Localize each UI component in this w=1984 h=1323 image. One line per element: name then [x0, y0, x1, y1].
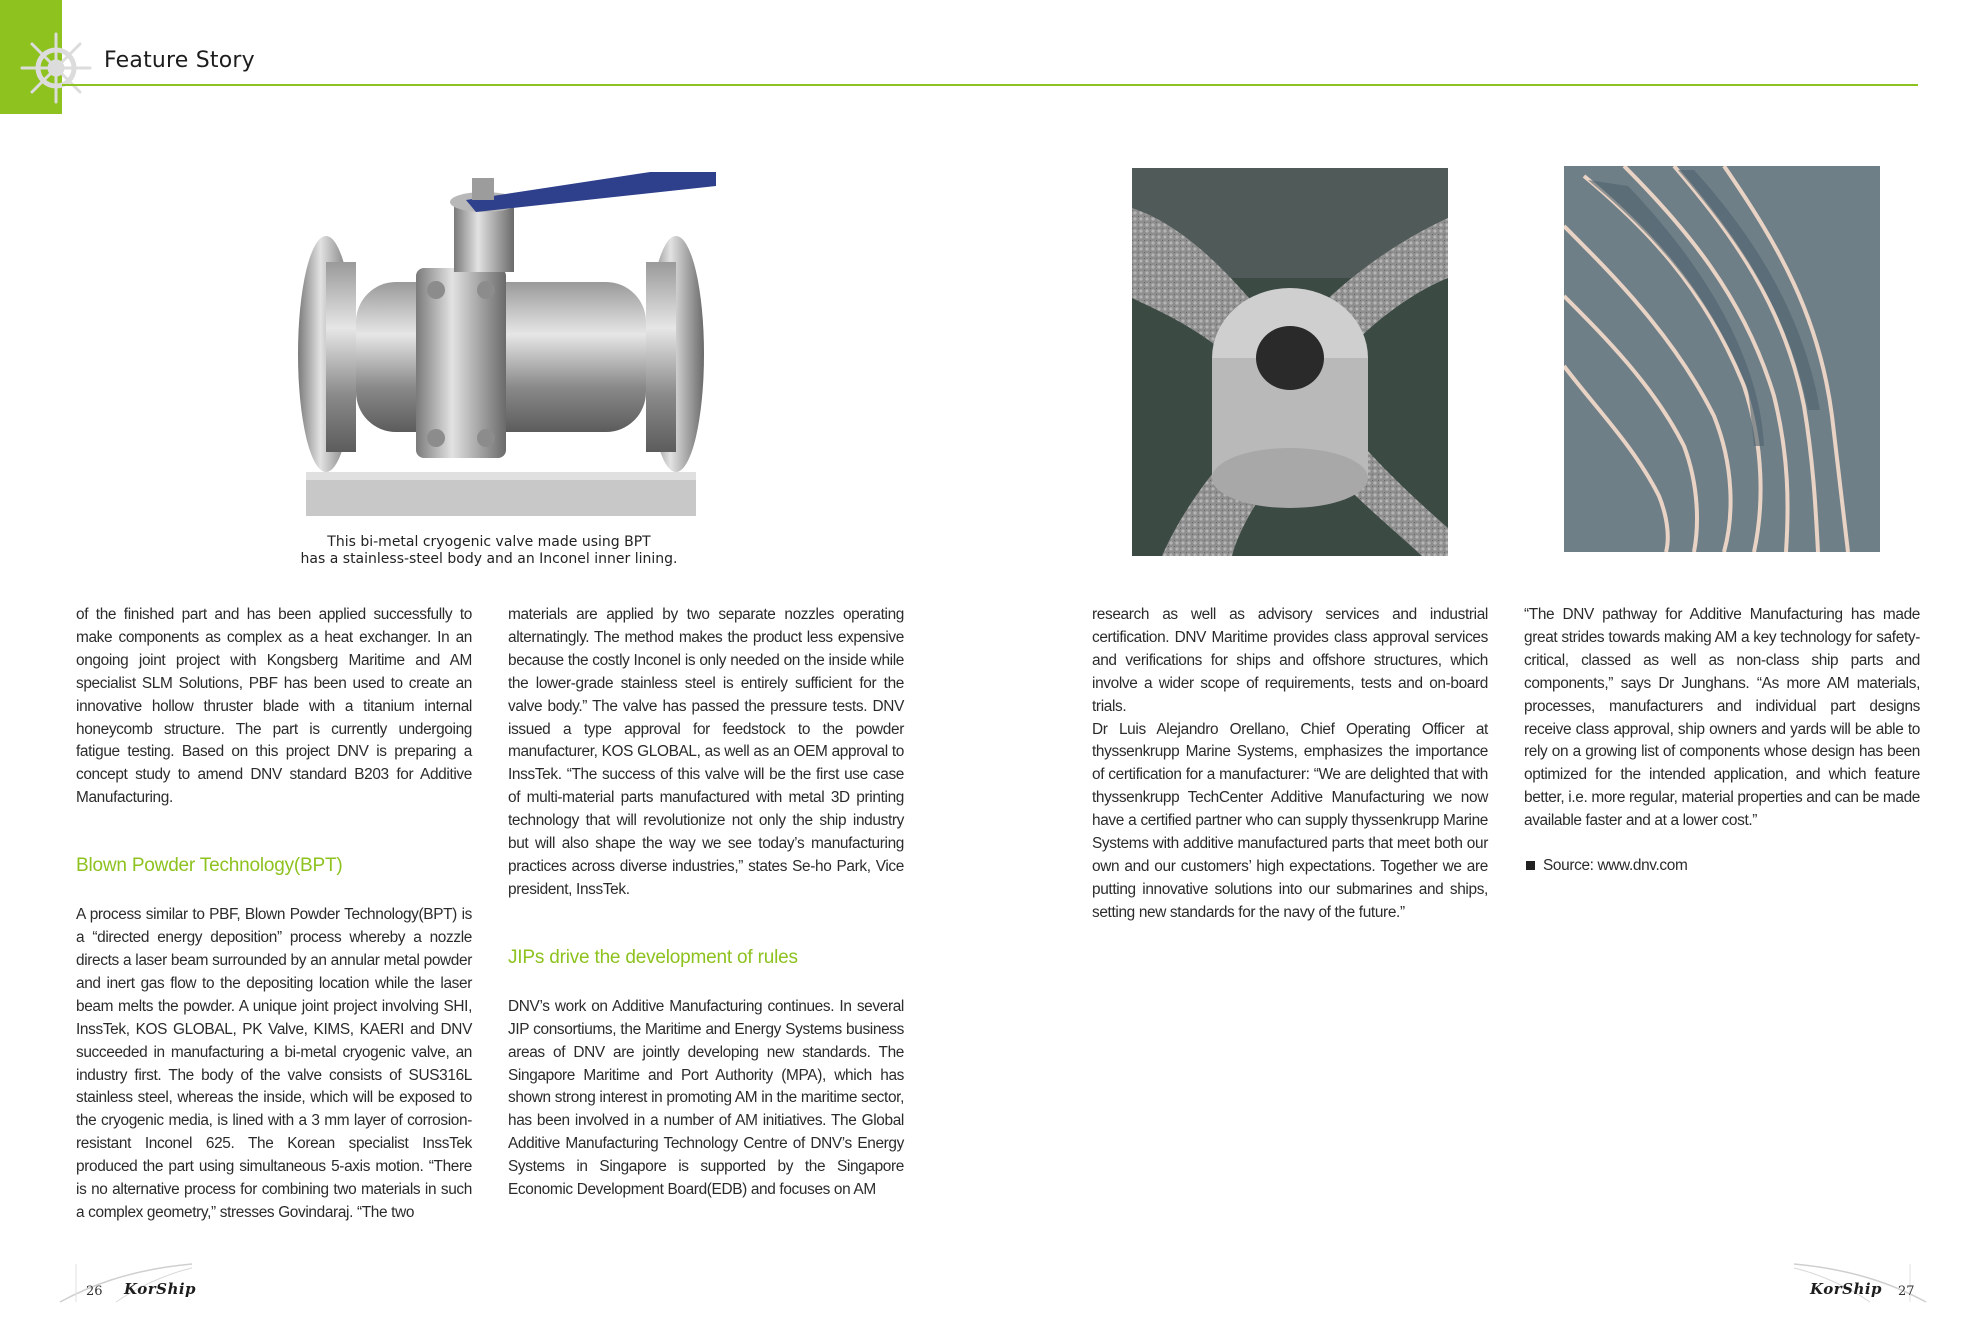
source-text: Source: www.dnv.com: [1543, 857, 1688, 875]
article-column-2: [508, 604, 904, 1202]
body-paragraph: “The DNV pathway for Additive Manufacturing has made great strides towards making AM a key technology for safety-critical, classed as well as non-class ship parts and components,” says Dr Junghans. “As more AM materials, processes, manufacturers and individual part designs receive class approval, ship owners and yards will be able to rely on a growing list of components whose design has been optimized for the intended application, and which feature better, i.e. more regular, material properties and can be made available faster and at a lower cost.”: [1524, 606, 1920, 830]
section-heading-jips: JIPs drive the development of rules: [508, 946, 798, 968]
brand-logo-right: KorShip: [1810, 1280, 1883, 1298]
body-paragraph: DNV’s work on Additive Manufacturing continues. In several JIP consortiums, the Maritime and Energy Systems business areas of DNV are jointly developing new standards. The Singapore Maritime and Port Authority (MPA), which has shown strong interest in promoting AM in the maritime sector, has been involved in a number of AM initiatives. The Global Additive Manufacturing Technology Centre of DNV’s Energy Systems in Singapore is supported by the Singapore Economic Development Board(EDB) and focuses on AM: [508, 997, 904, 1199]
header-divider: [62, 84, 1918, 86]
section-title: Feature Story: [104, 48, 255, 73]
page-number-right: 27: [1898, 1284, 1915, 1299]
body-paragraph: Dr Luis Alejandro Orellano, Chief Operating Officer at thyssenkrupp Marine Systems, emphasizes the importance of certification for a manufacturer: “We are delighted that with thyssenkrupp TechCenter Additive Manufacturing we now have a certified partner who can supply thyssenkrupp Marine Systems with additive manufactured parts that meet both our own and our customers’ high expectations. Together we are putting innovative solutions into our submarines and ships, setting new standards for the navy of the future.”: [1092, 720, 1488, 921]
body-paragraph: research as well as advisory services and industrial certification. DNV Maritime provides class approval services and verifications for ships and offshore structures, which involve a wider scope of requirements, tests and on-board trials.: [1092, 606, 1488, 715]
page-number-left: 26: [86, 1284, 103, 1299]
caption-line: This bi-metal cryogenic valve made using BPT: [327, 534, 651, 550]
body-paragraph: materials are applied by two separate nozzles operating alternatingly. The method makes the product less expensive because the costly Inconel is only needed on the inside while the lower-grade stainless steel is entirely sufficient for the valve body.” The valve has passed the pressure tests. DNV issued a type approval for feedstock to the powder manufacturer, KOS GLOBAL, as well as an OEM approval to InssTek. “The success of this valve will be the first use case of multi-material parts manufactured with metal 3D printing technology that will revolutionize not only the ship industry but will also shape the way we see today’s manufacturing practices across diverse industries,” states Se-ho Park, Vice president, InssTek.: [508, 606, 904, 898]
section-heading-bpt: Blown Powder Technology(BPT): [76, 855, 343, 877]
caption-line: has a stainless-steel body and an Inconel inner lining.: [300, 551, 678, 567]
valve-photo-caption: [286, 534, 692, 568]
ship-wheel-icon: [18, 30, 94, 106]
brand-logo-left: KorShip: [124, 1280, 197, 1298]
square-bullet-icon: [1526, 861, 1535, 870]
article-column-4: [1524, 604, 1920, 878]
body-paragraph: of the finished part and has been applied successfully to make components as complex as a heat exchanger. In an ongoing joint project with Kongsberg Maritime and AM specialist SLM Solutions, PBF has been used to create an innovative hollow thruster blade with a titanium internal honeycomb structure. The part is currently undergoing fatigue testing. Based on this project DNV is preparing a concept study to amend DNV standard B203 for Additive Manufacturing.: [76, 606, 472, 807]
article-column-3: [1092, 604, 1488, 925]
source-note: [1524, 855, 1920, 878]
article-column-1: [76, 604, 472, 1225]
cryogenic-valve-photo: [286, 172, 716, 524]
turbine-component-photo: [1564, 166, 1880, 552]
thruster-blade-photo: [1132, 168, 1448, 556]
body-paragraph: A process similar to PBF, Blown Powder Technology(BPT) is a “directed energy deposition” process whereby a nozzle directs a laser beam surrounded by an annular metal powder and inert gas flow to the depositing location while the laser beam melts the powder. A unique joint project involving SHI, InssTek, KOS GLOBAL, PK Valve, KIMS, KAERI and DNV succeeded in manufacturing a bi-metal cryogenic valve, an industry first. The body of the valve consists of SUS316L stainless steel, whereas the inside, which will be exposed to the cryogenic media, is lined with a 3 mm layer of corrosion-resistant Inconel 625. The Korean specialist InssTek produced the part using simultaneous 5-axis motion. “There is no alternative process for combining two materials in such a complex geometry,” stresses Govindaraj. “The two: [76, 906, 472, 1221]
